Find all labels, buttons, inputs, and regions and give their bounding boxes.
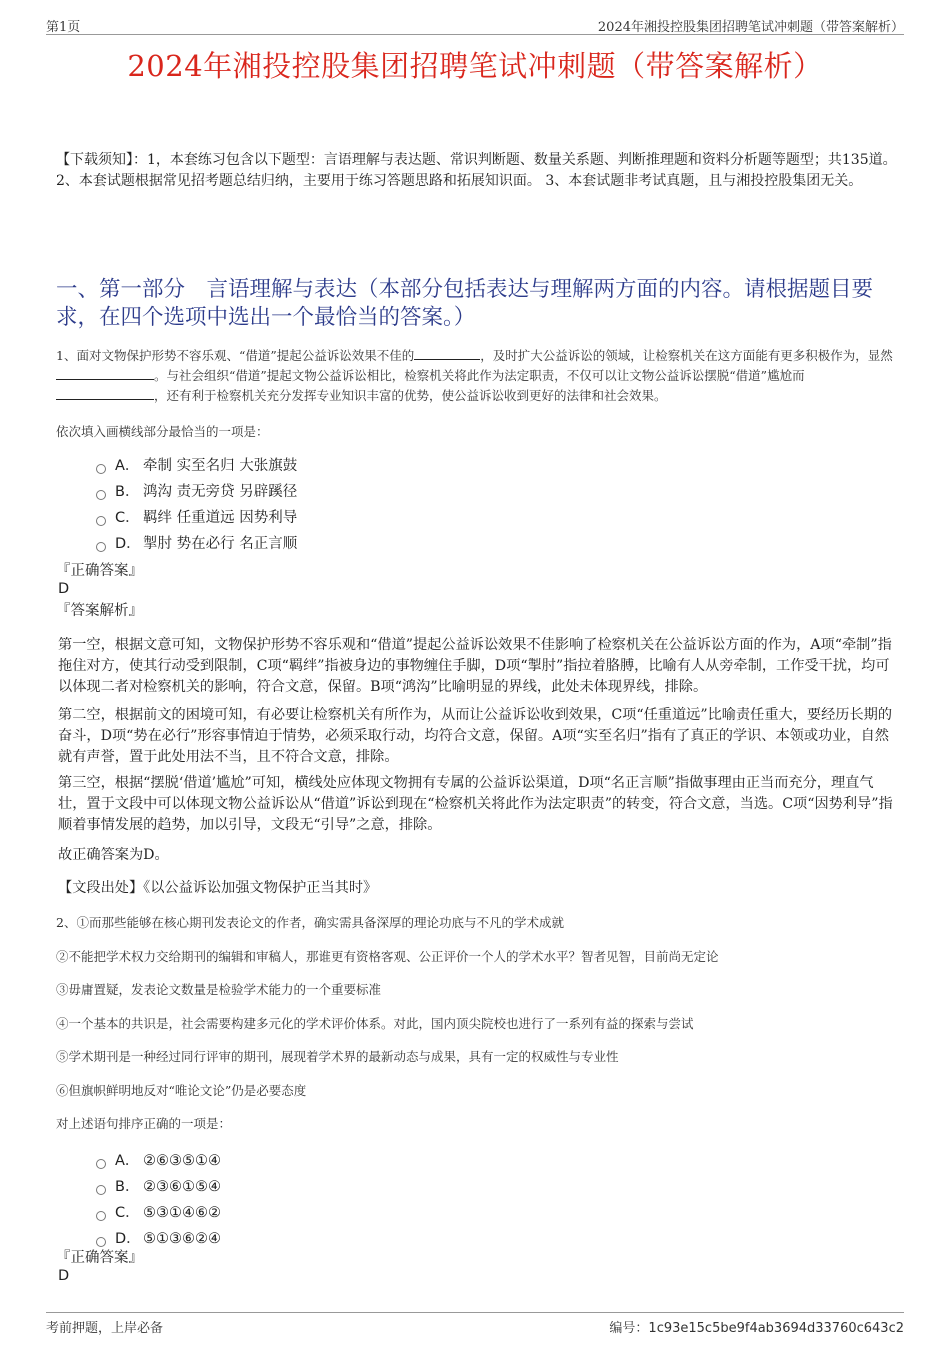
header-doc-title: 2024年湘投控股集团招聘笔试冲刺题（带答案解析） <box>597 20 904 35</box>
radio-icon[interactable] <box>96 1211 106 1221</box>
question-1-stem <box>56 346 902 406</box>
correct-answer-label: 『正确答案』 <box>56 1250 143 1266</box>
question-1-prompt: 依次填入画横线部分最恰当的一项是： <box>56 424 269 439</box>
radio-icon[interactable] <box>96 490 106 500</box>
radio-icon[interactable] <box>96 1185 106 1195</box>
question-2-sentence: 2、①而那些能够在核心期刊发表论文的作者，确实需具备深厚的理论功底与不凡的学术成就 <box>56 915 564 930</box>
correct-answer-value: D <box>58 1268 70 1284</box>
page-number: 第1页 <box>46 20 81 35</box>
blank-1 <box>414 347 480 360</box>
correct-answer-value: D <box>58 581 70 597</box>
question-2-sentence: ⑤学术期刊是一种经过同行评审的期刊，展现着学术界的最新动态与成果，具有一定的权威性与专业性 <box>56 1049 619 1064</box>
question-2-sentence: ④一个基本的共识是，社会需要构建多元化的学术评价体系。对此，国内顶尖院校也进行了一系列有益的探索与尝试 <box>56 1016 694 1031</box>
blank-2 <box>56 367 154 380</box>
section-heading: 一、第一部分 言语理解与表达（本部分包括表达与理解两方面的内容。请根据题目要求，在四个选项中选出一个最恰当的答案。） <box>56 277 874 330</box>
radio-icon[interactable] <box>96 542 106 552</box>
question-2-sentence: ⑥但旗帜鲜明地反对“唯论文论”仍是必要态度 <box>56 1083 307 1098</box>
radio-icon[interactable] <box>96 1159 106 1169</box>
option-b[interactable]: B． ②③⑥①⑤④ <box>96 1174 221 1200</box>
analysis-paragraph: 第三空，根据“摆脱‘借道’尴尬”可知，横线处应体现文物拥有专属的公益诉讼渠道，D项“名正言顺”指做事理由正当而充分，理直气壮，置于文段中可以体现文物公益诉讼从“借道”诉讼到现在“检察机关将此作为法定职责”的转变，符合文意，当选。C项“因势利导”指顺着事情发展的趋势，加以引导，文段无“引导”之意，排除。 <box>58 775 893 833</box>
q1-text-part3: 。与社会组织“借道”提起文物公益诉讼相比，检察机关将此作为法定职责，不仅可以让文物公益诉讼摆脱“借道”尴尬而 <box>154 368 805 383</box>
q1-text-part1: 1、面对文物保护形势不容乐观、“借道”提起公益诉讼效果不佳的 <box>56 348 415 363</box>
page-footer <box>46 1312 904 1335</box>
document-code: 编号：1c93e15c5be9f4ab3694d33760c643c2 <box>609 1321 904 1336</box>
option-b[interactable]: B． 鸿沟 责无旁贷 另辟蹊径 <box>96 479 297 505</box>
blank-3 <box>56 387 154 400</box>
question-2-options <box>96 1148 221 1252</box>
question-1-options <box>96 453 297 557</box>
option-a[interactable]: A． ②⑥③⑤①④ <box>96 1148 221 1174</box>
correct-answer-label: 『正确答案』 <box>56 563 143 579</box>
option-a[interactable]: A． 牵制 实至名归 大张旗鼓 <box>96 453 297 479</box>
page-header <box>46 16 904 35</box>
source-citation: 【文段出处】《以公益诉讼加强文物保护正当其时》 <box>58 880 378 896</box>
option-d[interactable]: D． 掣肘 势在必行 名正言顺 <box>96 531 297 557</box>
analysis-label: 『答案解析』 <box>56 603 143 619</box>
q1-text-part4: ，还有利于检察机关充分发挥专业知识丰富的优势，使公益诉讼收到更好的法律和社会效果。 <box>154 388 667 403</box>
analysis-paragraph: 第二空，根据前文的困境可知，有必要让检察机关有所作为，从而让公益诉讼收到效果，C项“任重道远”比喻责任重大，要经历长期的奋斗，D项“势在必行”形容事情迫于情势，必须采取行动，均符合文意，保留。A项“实至名归”指有了真正的学识、本领或功业，自然就有声誉，置于此处用法不当，且不符合文意，排除。 <box>58 707 893 765</box>
option-c[interactable]: C． 羁绊 任重道远 因势利导 <box>96 505 297 531</box>
document-title: 2024年湘投控股集团招聘笔试冲刺题（带答案解析） <box>127 49 823 83</box>
radio-icon[interactable] <box>96 1237 106 1247</box>
option-c[interactable]: C． ⑤③①④⑥② <box>96 1200 221 1226</box>
analysis-paragraph: 第一空，根据文意可知，文物保护形势不容乐观和“借道”提起公益诉讼效果不佳影响了检察机关在公益诉讼方面的作为，A项“牵制”指拖住对方，使其行动受到限制，C项“羁绊”指被身边的事物缠住手脚，D项“掣肘”指拉着胳膊，比喻有人从旁牵制，工作受干扰，均可以体现二者对检察机关的影响，符合文意，保留。B项“鸿沟”比喻明显的界线，此处未体现界线，排除。 <box>58 637 892 695</box>
download-notice: 【下载须知】：1，本套练习包含以下题型：言语理解与表达题、常识判断题、数量关系题、判断推理题和资料分析题等题型；共135道。 2、本套试题根据常见招考题总结归纳，主要用于练习答题思路和拓展知识面。 3、本套试题非考试真题，且与湘投控股集团无关。 <box>56 152 897 189</box>
question-2-prompt: 对上述语句排序正确的一项是： <box>56 1116 232 1131</box>
q1-text-part2: ，及时扩大公益诉讼的领域，让检察机关在这方面能有更多积极作为，显然 <box>480 348 893 363</box>
radio-icon[interactable] <box>96 516 106 526</box>
radio-icon[interactable] <box>96 464 106 474</box>
analysis-conclusion: 故正确答案为D。 <box>58 847 169 863</box>
question-2-sentence: ②不能把学术权力交给期刊的编辑和审稿人，那谁更有资格客观、公正评价一个人的学术水平？智者见智，目前尚无定论 <box>56 949 719 964</box>
question-2-sentence: ③毋庸置疑，发表论文数量是检验学术能力的一个重要标准 <box>56 982 382 997</box>
footer-slogan: 考前押题，上岸必备 <box>46 1321 164 1336</box>
option-d[interactable]: D． ⑤①③⑥②④ <box>96 1226 221 1252</box>
